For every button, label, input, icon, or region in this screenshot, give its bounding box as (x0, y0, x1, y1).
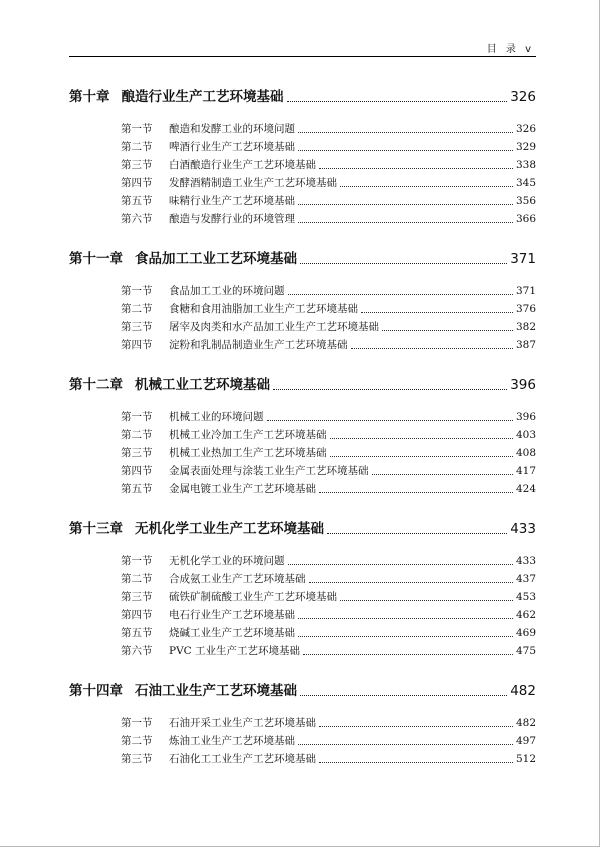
section-title: 酿造和发酵工业的环境问题 (169, 123, 295, 135)
section-page-number: 329 (515, 141, 536, 153)
section-number: 第一节 (121, 411, 153, 423)
chapter-page-number: 433 (510, 521, 536, 537)
section-entry[interactable] (69, 120, 536, 138)
leader-dots (300, 695, 507, 696)
section-number: 第四节 (121, 339, 153, 351)
section-title: 机械工业热加工生产工艺环境基础 (169, 447, 327, 459)
section-page-number: 403 (515, 429, 536, 441)
section-entry[interactable] (69, 174, 536, 192)
chapter-title: 酿造行业生产工艺环境基础 (121, 89, 284, 105)
chapter-entry[interactable] (69, 248, 536, 270)
section-title: 淀粉和乳制品制造业生产工艺环境基础 (169, 339, 348, 351)
section-title: 无机化学工业的环境问题 (169, 555, 285, 567)
section-title: 食品加工工业的环境问题 (169, 285, 285, 297)
section-list (69, 408, 536, 498)
section-entry[interactable] (69, 714, 536, 732)
section-page-number: 482 (515, 717, 536, 729)
section-title: 石油化工工业生产工艺环境基础 (169, 753, 316, 765)
section-page-number: 338 (515, 159, 536, 171)
section-entry[interactable] (69, 156, 536, 174)
section-page-number: 326 (515, 123, 536, 135)
leader-dots (298, 618, 513, 619)
section-title: 味精行业生产工艺环境基础 (169, 195, 295, 207)
section-number: 第一节 (121, 123, 153, 135)
section-page-number: 497 (515, 735, 536, 747)
section-number: 第二节 (121, 303, 153, 315)
section-entry[interactable] (69, 642, 536, 660)
leader-dots (319, 762, 513, 763)
section-number: 第五节 (121, 627, 153, 639)
chapter-entry[interactable] (69, 518, 536, 540)
section-entry[interactable] (69, 552, 536, 570)
leader-dots (288, 564, 513, 565)
leader-dots (273, 389, 507, 390)
section-entry[interactable] (69, 336, 536, 354)
section-list (69, 552, 536, 660)
table-of-contents (69, 86, 536, 788)
section-page-number: 387 (515, 339, 536, 351)
section-number: 第四节 (121, 465, 153, 477)
section-entry[interactable] (69, 426, 536, 444)
section-page-number: 462 (515, 609, 536, 621)
section-title: 机械工业冷加工生产工艺环境基础 (169, 429, 327, 441)
chapter-entry[interactable] (69, 374, 536, 396)
section-title: PVC 工业生产工艺环境基础 (169, 645, 301, 657)
leader-dots (298, 204, 513, 205)
leader-dots (298, 150, 513, 151)
chapter-entry[interactable] (69, 680, 536, 702)
section-title: 白酒酿造行业生产工艺环境基础 (169, 159, 316, 171)
chapter-title: 石油工业生产工艺环境基础 (135, 683, 297, 699)
leader-dots (298, 744, 513, 745)
section-page-number: 371 (515, 285, 536, 297)
running-header (69, 40, 536, 57)
section-number: 第一节 (121, 555, 153, 567)
section-number: 第三节 (121, 321, 153, 333)
section-entry[interactable] (69, 282, 536, 300)
section-number: 第六节 (121, 645, 153, 657)
leader-dots (330, 438, 513, 439)
section-page-number: 475 (515, 645, 536, 657)
section-number: 第三节 (121, 159, 153, 171)
section-page-number: 453 (515, 591, 536, 603)
section-title: 硫铁矿制硫酸工业生产工艺环境基础 (169, 591, 337, 603)
chapter-page-number: 482 (510, 683, 536, 699)
header-text: 目 录 v (486, 44, 534, 55)
leader-dots (340, 186, 513, 187)
leader-dots (319, 726, 513, 727)
section-number: 第五节 (121, 483, 153, 495)
section-title: 屠宰及肉类和水产品加工业生产工艺环境基础 (169, 321, 379, 333)
section-number: 第二节 (121, 429, 153, 441)
section-title: 食糖和食用油脂加工业生产工艺环境基础 (169, 303, 358, 315)
chapter-page-number: 371 (510, 251, 536, 267)
leader-dots (298, 132, 513, 133)
chapter-number: 第十四章 (69, 683, 123, 699)
section-entry[interactable] (69, 588, 536, 606)
section-list (69, 714, 536, 768)
section-number: 第二节 (121, 141, 153, 153)
section-entry[interactable] (69, 462, 536, 480)
leader-dots (361, 312, 513, 313)
section-title: 发酵酒精制造工业生产工艺环境基础 (169, 177, 337, 189)
section-number: 第三节 (121, 591, 153, 603)
leader-dots (300, 263, 507, 264)
section-entry[interactable] (69, 480, 536, 498)
section-entry[interactable] (69, 750, 536, 768)
chapter-page-number: 326 (510, 89, 536, 105)
section-entry[interactable] (69, 138, 536, 156)
section-entry[interactable] (69, 732, 536, 750)
section-page-number: 469 (515, 627, 536, 639)
section-number: 第三节 (121, 753, 153, 765)
leader-dots (309, 582, 513, 583)
leader-dots (303, 654, 513, 655)
chapter-number: 第十一章 (69, 251, 123, 267)
section-page-number: 396 (515, 411, 536, 423)
section-page-number: 356 (515, 195, 536, 207)
section-page-number: 512 (515, 753, 536, 765)
section-entry[interactable] (69, 606, 536, 624)
leader-dots (319, 168, 513, 169)
chapter-number: 第十章 (69, 89, 110, 105)
section-page-number: 437 (515, 573, 536, 585)
section-entry[interactable] (69, 318, 536, 336)
section-page-number: 433 (515, 555, 536, 567)
chapter-title: 无机化学工业生产工艺环境基础 (135, 521, 324, 537)
section-number: 第三节 (121, 447, 153, 459)
chapter-entry[interactable] (69, 86, 536, 108)
chapter-page-number: 396 (510, 377, 536, 393)
section-entry[interactable] (69, 192, 536, 210)
section-number: 第四节 (121, 177, 153, 189)
section-number: 第一节 (121, 285, 153, 297)
section-entry[interactable] (69, 570, 536, 588)
section-title: 啤酒行业生产工艺环境基础 (169, 141, 295, 153)
section-number: 第二节 (121, 573, 153, 585)
section-title: 石油开采工业生产工艺环境基础 (169, 717, 316, 729)
section-page-number: 424 (515, 483, 536, 495)
leader-dots (287, 101, 508, 102)
section-page-number: 366 (515, 213, 536, 225)
section-entry[interactable] (69, 444, 536, 462)
leader-dots (319, 492, 513, 493)
leader-dots (330, 456, 513, 457)
section-list (69, 282, 536, 354)
section-number: 第四节 (121, 609, 153, 621)
section-title: 合成氨工业生产工艺环境基础 (169, 573, 306, 585)
section-number: 第一节 (121, 717, 153, 729)
leader-dots (298, 222, 513, 223)
section-page-number: 345 (515, 177, 536, 189)
leader-dots (340, 600, 513, 601)
section-page-number: 376 (515, 303, 536, 315)
section-list (69, 120, 536, 228)
leader-dots (288, 294, 513, 295)
section-title: 机械工业的环境问题 (169, 411, 264, 423)
chapter-number: 第十三章 (69, 521, 123, 537)
section-title: 酿造与发酵行业的环境管理 (169, 213, 295, 225)
leader-dots (267, 420, 513, 421)
section-entry[interactable] (69, 300, 536, 318)
section-page-number: 382 (515, 321, 536, 333)
section-title: 金属表面处理与涂装工业生产工艺环境基础 (169, 465, 369, 477)
chapter-title: 食品加工工业工艺环境基础 (135, 251, 297, 267)
section-title: 电石行业生产工艺环境基础 (169, 609, 295, 621)
section-title: 金属电镀工业生产工艺环境基础 (169, 483, 316, 495)
section-number: 第六节 (121, 213, 153, 225)
section-entry[interactable] (69, 210, 536, 228)
section-page-number: 417 (515, 465, 536, 477)
section-title: 烧碱工业生产工艺环境基础 (169, 627, 295, 639)
section-number: 第二节 (121, 735, 153, 747)
chapter-title: 机械工业工艺环境基础 (135, 377, 270, 393)
leader-dots (372, 474, 513, 475)
section-entry[interactable] (69, 408, 536, 426)
leader-dots (351, 348, 513, 349)
section-entry[interactable] (69, 624, 536, 642)
chapter-number: 第十二章 (69, 377, 123, 393)
leader-dots (382, 330, 513, 331)
leader-dots (298, 636, 513, 637)
leader-dots (327, 533, 507, 534)
section-number: 第五节 (121, 195, 153, 207)
section-title: 炼油工业生产工艺环境基础 (169, 735, 295, 747)
section-page-number: 408 (515, 447, 536, 459)
